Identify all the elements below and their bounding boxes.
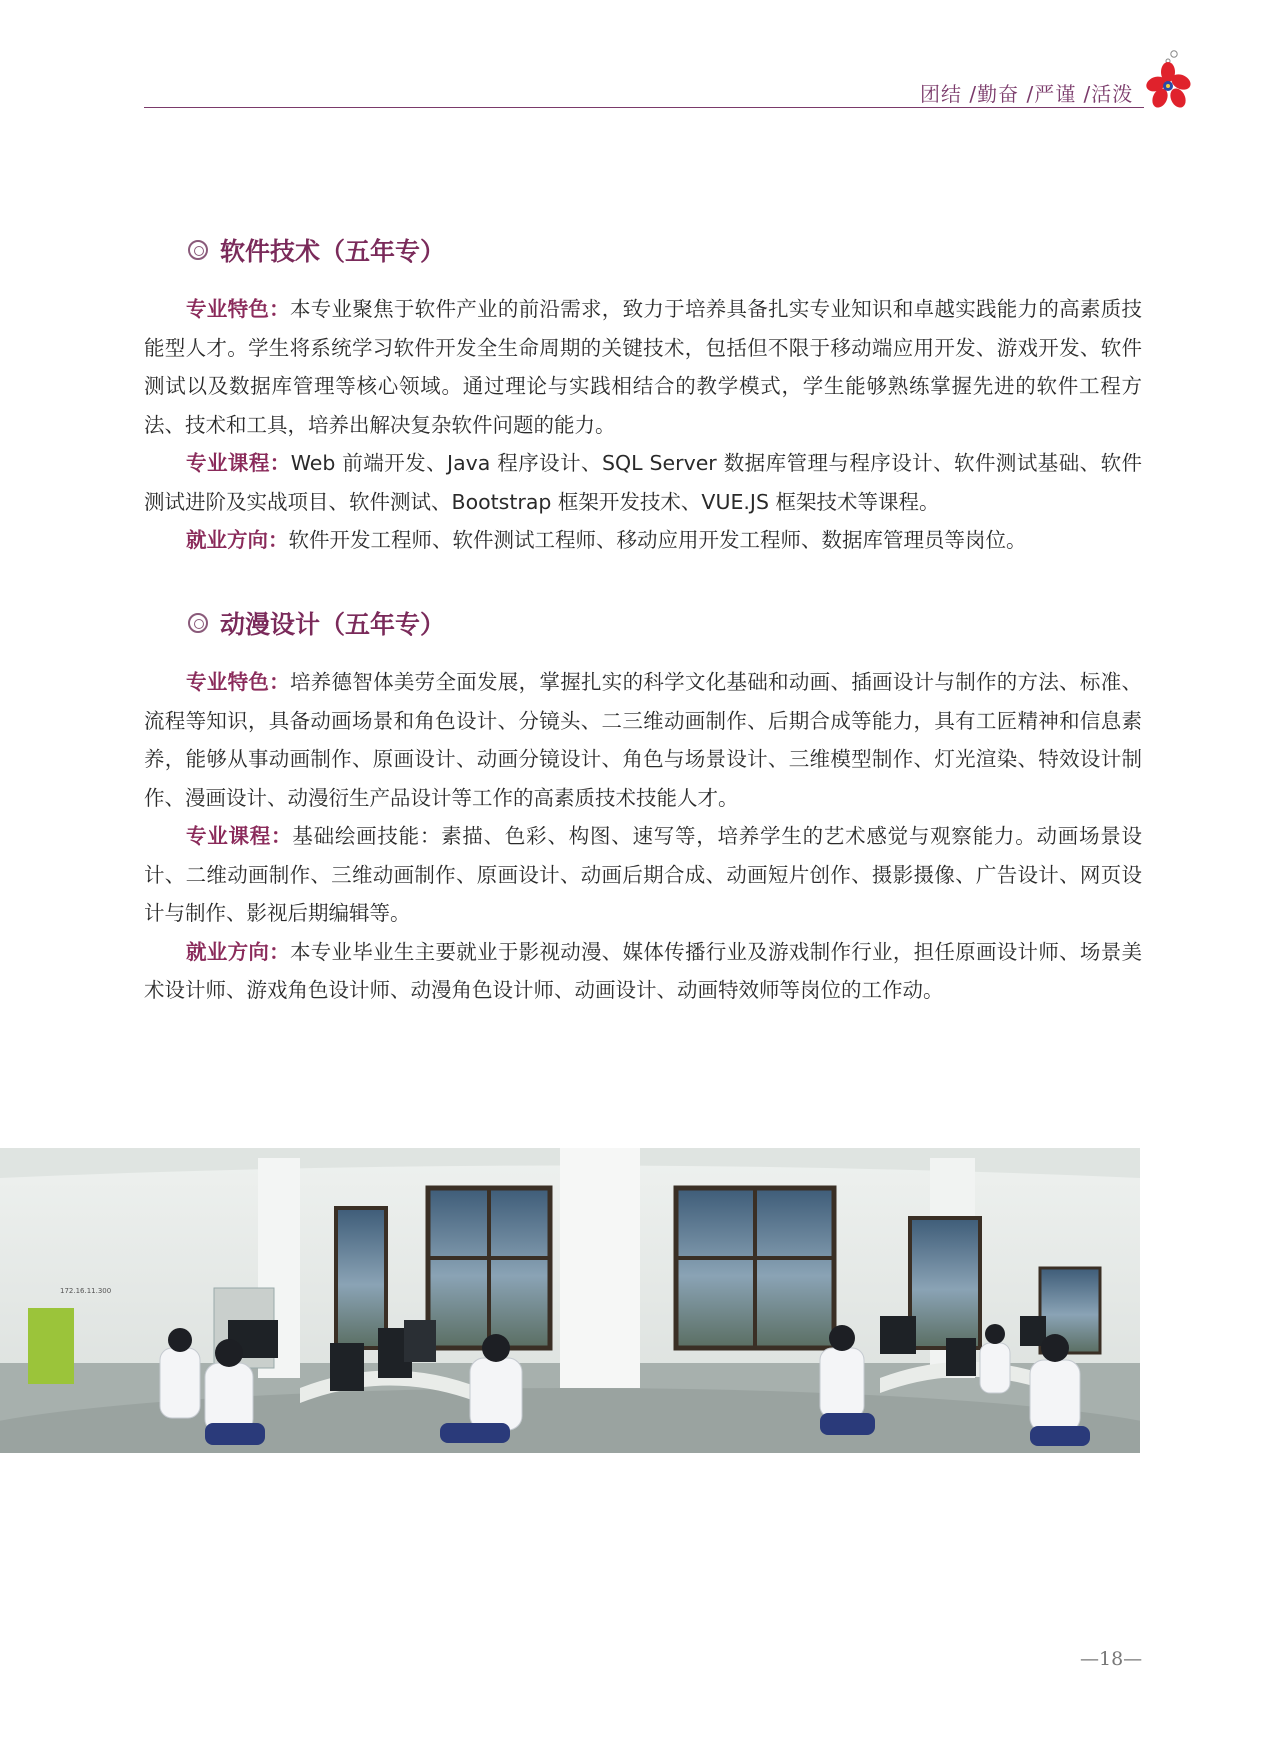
label-courses: 专业课程：: [186, 824, 293, 848]
circle-bullet-icon: [188, 240, 208, 260]
computer-lab-illustration: [0, 1148, 1140, 1453]
label-features: 专业特色：: [186, 670, 290, 694]
paragraph-careers: 就业方向：软件开发工程师、软件测试工程师、移动应用开发工程师、数据库管理员等岗位。: [186, 528, 1027, 552]
paragraph-features: 专业特色：培养德智体美劳全面发展，掌握扎实的科学文化基础和动画、插画设计与制作的方法、标准、流程等知识，具备动画场景和角色设计、分镜头、二三维动画制作、后期合成等能力，具有工匠精神和信息素养，能够从事动画制作、原画设计、动画分镜设计、角色与场景设计、三维模型制作、灯光渲染、特效设计制作、漫画设计、动漫衍生产品设计等工作的高素质技术技能人才。: [144, 670, 1143, 810]
page-number: —18—: [1080, 1648, 1143, 1670]
computer-lab-photo: [0, 1148, 1140, 1453]
label-careers: 就业方向：: [186, 939, 290, 964]
paragraph-features: 专业特色：本专业聚焦于软件产业的前沿需求，致力于培养具备扎实专业知识和卓越实践能力的高素质技能型人才。学生将系统学习软件开发全生命周期的关键技术，包括但不限于移动端应用开发、游戏开发、软件测试以及数据库管理等核心领域。通过理论与实践相结合的教学模式，学生能够熟练掌握先进的软件工程方法、技术和工具，培养出解决复杂软件问题的能力。: [144, 297, 1143, 437]
circle-bullet-icon: [188, 613, 208, 633]
label-features: 专业特色：: [186, 297, 290, 321]
header-rule: [144, 107, 1144, 108]
section-title: 软件技术（五年专）: [188, 232, 1142, 268]
section-title: 动漫设计（五年专）: [188, 605, 1142, 641]
paragraph-courses: 专业课程：基础绘画技能：素描、色彩、构图、速写等，培养学生的艺术感觉与观察能力。动画场景设计、二维动画制作、三维动画制作、原画设计、动画后期合成、动画短片创作、摄影摄像、广告设计、网页设计与制作、影视后期编辑等。: [144, 824, 1143, 925]
section-software-technology: [144, 232, 1142, 560]
label-courses: 专业课程：: [186, 451, 291, 475]
wall-label: 172.16.11.300: [60, 1287, 112, 1295]
section-animation-design: [144, 605, 1142, 1010]
label-careers: 就业方向：: [186, 528, 289, 552]
paragraph-courses: 专业课程：Web 前端开发、Java 程序设计、SQL Server 数据库管理与程序设计、软件测试基础、软件测试进阶及实战项目、软件测试、Bootstrap 框架开发技术、VUE.JS 框架技术等课程。: [144, 451, 1143, 514]
flower-logo-icon: [1138, 48, 1198, 114]
header-motto: 团结 /勤奋 /严谨 /活泼: [920, 82, 1134, 106]
paragraph-careers: 就业方向：本专业毕业生主要就业于影视动漫、媒体传播行业及游戏制作行业，担任原画设计师、场景美术设计师、游戏角色设计师、动漫角色设计师、动画设计、动画特效师等岗位的工作动。: [144, 939, 1143, 1002]
